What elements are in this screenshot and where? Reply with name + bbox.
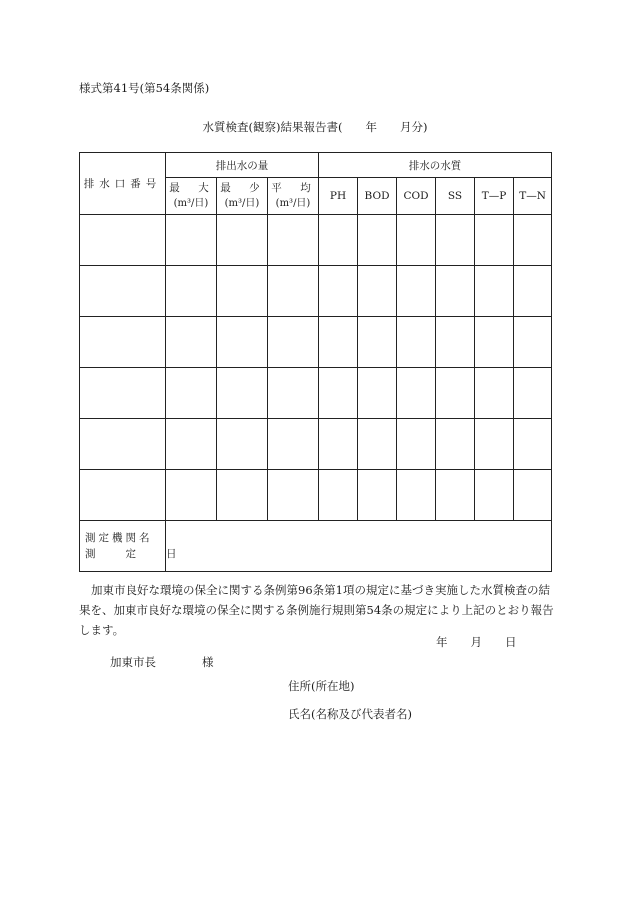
entry-cell[interactable] bbox=[475, 317, 514, 368]
max-column-header: 最 大 (m³/日) bbox=[166, 178, 217, 215]
entry-cell[interactable] bbox=[436, 470, 475, 521]
entry-cell[interactable] bbox=[166, 317, 217, 368]
entry-cell[interactable] bbox=[217, 419, 268, 470]
entry-cell[interactable] bbox=[358, 215, 397, 266]
table-row bbox=[80, 215, 552, 266]
table-row bbox=[80, 419, 552, 470]
document-title: 水質検査(観察)結果報告書( 年 月分) bbox=[202, 120, 428, 134]
bod-column-header: BOD bbox=[358, 178, 397, 215]
entry-cell[interactable] bbox=[319, 470, 358, 521]
entry-cell[interactable] bbox=[514, 470, 552, 521]
entry-cell[interactable] bbox=[436, 317, 475, 368]
entry-cell[interactable] bbox=[514, 266, 552, 317]
addressee: 加東市長 様 bbox=[110, 655, 214, 669]
avg-column-header: 平 均 (m³/日) bbox=[268, 178, 319, 215]
entry-cell[interactable] bbox=[268, 419, 319, 470]
entry-cell[interactable] bbox=[436, 419, 475, 470]
entry-cell[interactable] bbox=[514, 419, 552, 470]
entry-cell[interactable] bbox=[397, 215, 436, 266]
table-row bbox=[80, 368, 552, 419]
water-quality-header: 排水の水質 bbox=[319, 153, 552, 178]
entry-cell[interactable] bbox=[436, 368, 475, 419]
report-date: 年 月 日 bbox=[436, 635, 517, 649]
entry-cell[interactable] bbox=[397, 470, 436, 521]
entry-cell[interactable] bbox=[268, 215, 319, 266]
measurement-entry-cell[interactable] bbox=[166, 521, 552, 572]
entry-cell[interactable] bbox=[358, 470, 397, 521]
entry-cell[interactable] bbox=[217, 368, 268, 419]
entry-cell[interactable] bbox=[319, 266, 358, 317]
entry-cell[interactable] bbox=[217, 215, 268, 266]
ph-column-header: PH bbox=[319, 178, 358, 215]
table-row bbox=[80, 317, 552, 368]
entry-cell[interactable] bbox=[475, 419, 514, 470]
entry-cell[interactable] bbox=[319, 419, 358, 470]
report-statement: 加東市良好な環境の保全に関する条例第96条第1項の規定に基づき実施した水質検査の結果を、加東市良好な環境の保全に関する条例施行規則第54条の規定により上記のとおり報告します。 bbox=[79, 583, 554, 637]
entry-cell[interactable] bbox=[475, 470, 514, 521]
outlet-number-cell[interactable] bbox=[80, 266, 166, 317]
table-row bbox=[80, 470, 552, 521]
measuring-agency-label: 測定機関名 bbox=[85, 532, 153, 544]
measurement-date-label: 測 定 日 bbox=[85, 548, 180, 560]
outlet-number-cell[interactable] bbox=[80, 368, 166, 419]
entry-cell[interactable] bbox=[397, 419, 436, 470]
entry-cell[interactable] bbox=[217, 266, 268, 317]
min-column-header: 最 少 (m³/日) bbox=[217, 178, 268, 215]
entry-cell[interactable] bbox=[475, 266, 514, 317]
form-number: 様式第41号(第54条関係) bbox=[79, 81, 210, 95]
entry-cell[interactable] bbox=[268, 368, 319, 419]
ss-column-header: SS bbox=[436, 178, 475, 215]
entry-cell[interactable] bbox=[475, 215, 514, 266]
entry-cell[interactable] bbox=[514, 317, 552, 368]
entry-cell[interactable] bbox=[436, 215, 475, 266]
outlet-number-cell[interactable] bbox=[80, 470, 166, 521]
entry-cell[interactable] bbox=[319, 215, 358, 266]
entry-cell[interactable] bbox=[166, 215, 217, 266]
outlet-number-header: 排水口番号 bbox=[80, 153, 166, 215]
entry-cell[interactable] bbox=[268, 266, 319, 317]
entry-cell[interactable] bbox=[319, 317, 358, 368]
entry-cell[interactable] bbox=[397, 317, 436, 368]
entry-cell[interactable] bbox=[397, 368, 436, 419]
entry-cell[interactable] bbox=[217, 317, 268, 368]
entry-cell[interactable] bbox=[166, 266, 217, 317]
entry-cell[interactable] bbox=[358, 317, 397, 368]
name-label: 氏名(名称及び代表者名) bbox=[288, 707, 412, 721]
outlet-number-cell[interactable] bbox=[80, 215, 166, 266]
entry-cell[interactable] bbox=[358, 368, 397, 419]
entry-cell[interactable] bbox=[397, 266, 436, 317]
entry-cell[interactable] bbox=[475, 368, 514, 419]
entry-cell[interactable] bbox=[268, 470, 319, 521]
outlet-number-cell[interactable] bbox=[80, 317, 166, 368]
entry-cell[interactable] bbox=[358, 419, 397, 470]
address-label: 住所(所在地) bbox=[288, 679, 355, 693]
entry-cell[interactable] bbox=[319, 368, 358, 419]
entry-cell[interactable] bbox=[436, 266, 475, 317]
outlet-number-cell[interactable] bbox=[80, 419, 166, 470]
report-table bbox=[79, 152, 552, 572]
discharge-volume-header: 排出水の量 bbox=[166, 153, 319, 178]
table-row bbox=[80, 266, 552, 317]
entry-cell[interactable] bbox=[268, 317, 319, 368]
entry-cell[interactable] bbox=[166, 419, 217, 470]
entry-cell[interactable] bbox=[514, 215, 552, 266]
cod-column-header: COD bbox=[397, 178, 436, 215]
entry-cell[interactable] bbox=[514, 368, 552, 419]
entry-cell[interactable] bbox=[217, 470, 268, 521]
entry-cell[interactable] bbox=[166, 368, 217, 419]
tn-column-header: T—N bbox=[514, 178, 552, 215]
entry-cell[interactable] bbox=[166, 470, 217, 521]
measurement-label-cell bbox=[80, 521, 180, 572]
entry-cell[interactable] bbox=[358, 266, 397, 317]
tp-column-header: T—P bbox=[475, 178, 514, 215]
